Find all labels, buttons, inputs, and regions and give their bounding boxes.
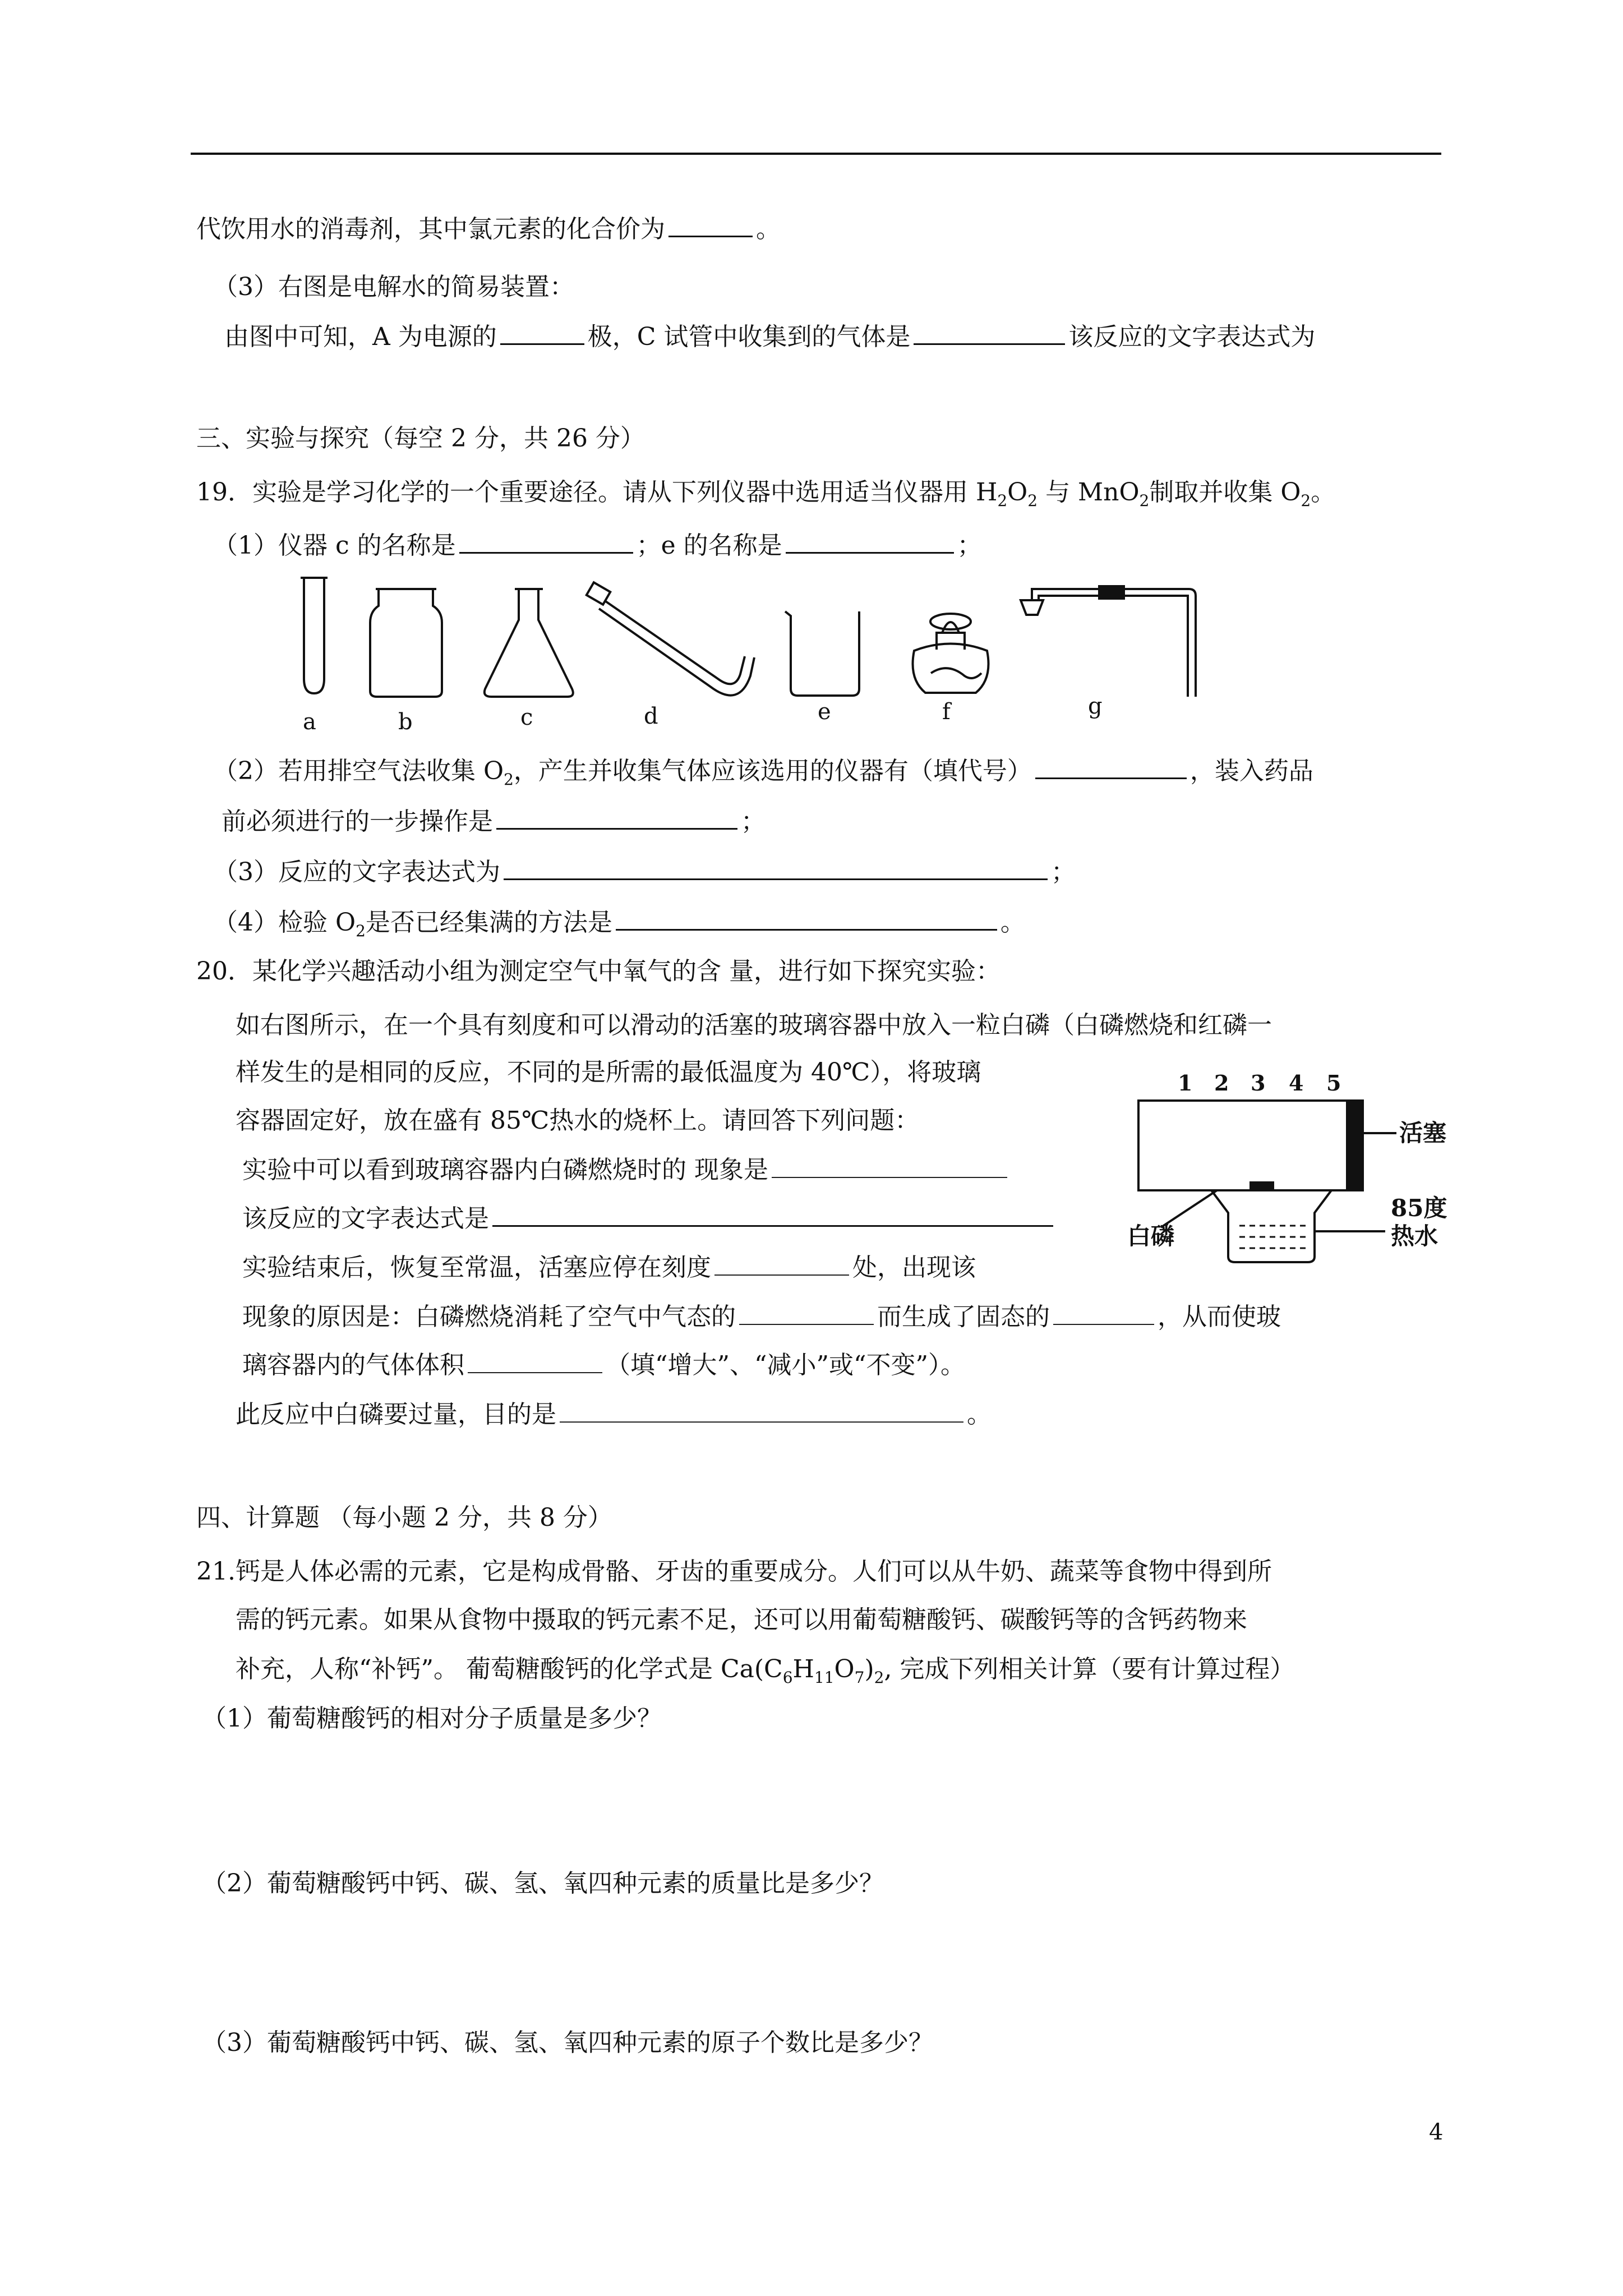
q20-line8 bbox=[242, 1347, 965, 1382]
q21-text: H bbox=[792, 1655, 814, 1683]
header-rule bbox=[191, 153, 1441, 155]
q19-text: 19．实验是学习化学的一个重要途径。请从下列仪器中选用适当仪器用 H bbox=[196, 478, 998, 507]
q19-p2 bbox=[213, 753, 1313, 797]
answer-blank[interactable] bbox=[1053, 1299, 1154, 1325]
answer-blank[interactable] bbox=[786, 527, 954, 554]
answer-blank[interactable] bbox=[459, 527, 633, 554]
subscript: 6 bbox=[782, 1668, 793, 1687]
label-a: a bbox=[303, 709, 316, 735]
page-number: 4 bbox=[1429, 2119, 1444, 2145]
q19-text: 。 bbox=[1311, 478, 1336, 507]
q20-line6 bbox=[242, 1250, 976, 1285]
subscript: 2 bbox=[1139, 491, 1150, 510]
section3-heading: 三、实验与探究（每空 2 分，共 26 分） bbox=[196, 424, 645, 453]
glass-container bbox=[1138, 1101, 1363, 1190]
q20-text: 而生成了固态的 bbox=[877, 1303, 1050, 1331]
test-tube-a bbox=[304, 578, 324, 693]
label-g: g bbox=[1088, 693, 1103, 719]
label-b: b bbox=[398, 709, 413, 735]
q18-p3-line bbox=[224, 319, 1315, 354]
q20-line7 bbox=[242, 1299, 1281, 1334]
delivery-tube-d bbox=[606, 601, 745, 684]
section4-heading: 四、计算题 （每小题 2 分，共 8 分） bbox=[196, 1503, 612, 1532]
q18-text: 极，C 试管中收集到的气体是 bbox=[587, 323, 911, 351]
q19-text: ； bbox=[741, 807, 766, 836]
q19-text: （2）若用排空气法收集 O bbox=[213, 757, 504, 785]
q20-stem: 20．某化学兴趣活动小组为测定空气中氧气的含 量，进行如下探究实验： bbox=[196, 957, 1000, 986]
q20-text: 处，出现该 bbox=[852, 1253, 976, 1282]
q20-line4 bbox=[242, 1152, 1011, 1187]
q19-text: （4）检验 O bbox=[213, 908, 356, 937]
subscript: 11 bbox=[814, 1668, 834, 1687]
scale-1: 1 bbox=[1178, 1070, 1193, 1096]
q21-line2: 需的钙元素。如果从食物中摄取的钙元素不足，还可以用葡萄糖酸钙、碳酸钙等的含钙药物来 bbox=[236, 1605, 1247, 1634]
q19-text: 是否已经集满的方法是 bbox=[365, 908, 612, 937]
answer-blank[interactable] bbox=[504, 854, 1048, 880]
piston bbox=[1346, 1101, 1363, 1190]
q21-text: ) bbox=[864, 1655, 874, 1683]
q20-text: 实验中可以看到玻璃容器内白磷燃烧时的 现象是 bbox=[242, 1156, 768, 1184]
apparatus-figure bbox=[292, 567, 1245, 735]
scale-5: 5 bbox=[1326, 1070, 1341, 1096]
q19-text: 制取并收集 O bbox=[1149, 478, 1301, 507]
q20-line1: 如右图所示，在一个具有刻度和可以滑动的活塞的玻璃容器中放入一粒白磷（白磷燃烧和红磷一 bbox=[236, 1011, 1272, 1039]
q21-sub2: （2）葡萄糖酸钙中钙、碳、氢、氧四种元素的质量比是多少？ bbox=[202, 1869, 884, 1898]
q19-text: O bbox=[1007, 478, 1028, 507]
stopper-g bbox=[1021, 600, 1043, 615]
q20-line9 bbox=[236, 1397, 992, 1432]
q19-text: 与 MnO bbox=[1038, 478, 1140, 507]
scale-2: 2 bbox=[1214, 1070, 1229, 1096]
q18-text: 由图中可知，A 为电源的 bbox=[224, 323, 497, 351]
tube-g bbox=[1032, 589, 1196, 697]
water-label-1: 85度 bbox=[1391, 1194, 1447, 1222]
q21-line3 bbox=[236, 1653, 1294, 1695]
q19-text: 前必须进行的一步操作是 bbox=[222, 807, 493, 836]
scale-3: 3 bbox=[1251, 1070, 1266, 1096]
q19-text: ； bbox=[1051, 858, 1076, 886]
conical-flask-c bbox=[485, 589, 573, 697]
q21-text: , 完成下列相关计算（要有计算过程） bbox=[884, 1655, 1295, 1683]
q19-text: （3）反应的文字表达式为 bbox=[213, 858, 500, 886]
subscript: 2 bbox=[1027, 491, 1038, 510]
bottle-b bbox=[370, 589, 442, 697]
q19-p2-cont bbox=[222, 803, 766, 839]
q21-sub1: （1）葡萄糖酸钙的相对分子质量是多少？ bbox=[202, 1704, 662, 1733]
q20-line3: 容器固定好，放在盛有 85℃热水的烧杯上。请回答下列问题： bbox=[236, 1106, 920, 1135]
label-f: f bbox=[942, 699, 951, 725]
q21-text: O bbox=[834, 1655, 855, 1683]
q18-p3-intro: （3）右图是电解水的简易装置： bbox=[213, 273, 574, 301]
white-phosphorus bbox=[1249, 1181, 1274, 1190]
q19-p1 bbox=[213, 527, 982, 563]
answer-blank[interactable] bbox=[496, 803, 737, 830]
subscript: 2 bbox=[1301, 491, 1311, 510]
answer-blank[interactable] bbox=[914, 319, 1065, 345]
subscript: 2 bbox=[874, 1668, 884, 1687]
q19-text: （1）仪器 c 的名称是 bbox=[213, 531, 456, 560]
q19-text: ；e 的名称是 bbox=[636, 531, 782, 560]
label-e: e bbox=[818, 699, 831, 725]
q20-text: ，从而使玻 bbox=[1158, 1303, 1281, 1331]
q20-text: 此反应中白磷要过量，目的是 bbox=[236, 1400, 556, 1429]
q18-text: 代饮用水的消毒剂，其中氯元素的化合价为 bbox=[196, 215, 665, 243]
q20-text: （填“增大”、“减小”或“不变”）。 bbox=[606, 1351, 965, 1379]
answer-blank[interactable] bbox=[668, 211, 753, 237]
q18-text: 。 bbox=[756, 215, 781, 243]
scale-4: 4 bbox=[1289, 1070, 1304, 1096]
answer-blank[interactable] bbox=[772, 1152, 1007, 1178]
q19-text: 。 bbox=[1000, 908, 1025, 937]
q20-text: 该反应的文字表达式是 bbox=[242, 1204, 489, 1233]
piston-label: 活塞 bbox=[1399, 1119, 1447, 1147]
answer-blank[interactable] bbox=[492, 1200, 1053, 1227]
q18-text: 该反应的文字表达式为 bbox=[1068, 323, 1316, 351]
q20-apparatus-figure bbox=[1127, 1066, 1486, 1279]
q21-sub3: （3）葡萄糖酸钙中钙、碳、氢、氧四种元素的原子个数比是多少？ bbox=[202, 2028, 933, 2057]
answer-blank[interactable] bbox=[616, 904, 997, 931]
subscript: 7 bbox=[854, 1668, 865, 1687]
beaker-e bbox=[785, 611, 859, 696]
answer-blank[interactable] bbox=[714, 1250, 849, 1276]
answer-blank[interactable] bbox=[1035, 753, 1187, 779]
q19-text: ，产生并收集气体应该选用的仪器有（填代号） bbox=[513, 757, 1032, 785]
answer-blank[interactable] bbox=[500, 319, 584, 345]
q21-line1: 21.钙是人体必需的元素，它是构成骨骼、牙齿的重要成分。人们可以从牛奶、蔬菜等食物中得到所 bbox=[196, 1557, 1272, 1586]
q21-text: 补充，人称“补钙”。 葡萄糖酸钙的化学式是 Ca(C bbox=[236, 1655, 783, 1683]
q20-line2: 样发生的是相同的反应，不同的是所需的最低温度为 40℃），将玻璃 bbox=[236, 1058, 981, 1087]
q20-text: 璃容器内的气体体积 bbox=[242, 1351, 464, 1379]
phosphorus-label: 白磷 bbox=[1127, 1222, 1175, 1250]
q20-text: 。 bbox=[967, 1400, 992, 1429]
q19-stem bbox=[196, 476, 1335, 518]
water-label-2: 热水 bbox=[1391, 1222, 1438, 1250]
q20-text: 实验结束后，恢复至常温，活塞应停在刻度 bbox=[242, 1253, 711, 1282]
q19-p4 bbox=[213, 904, 1025, 948]
label-c: c bbox=[520, 705, 533, 730]
q19-text: ，装入药品 bbox=[1189, 757, 1313, 785]
subscript: 2 bbox=[504, 770, 514, 789]
answer-blank[interactable] bbox=[739, 1299, 874, 1325]
q20-line5 bbox=[242, 1200, 1057, 1236]
q19-text: ； bbox=[957, 531, 982, 560]
q19-p3 bbox=[213, 854, 1076, 889]
answer-blank[interactable] bbox=[560, 1397, 963, 1423]
subscript: 2 bbox=[356, 921, 366, 940]
answer-blank[interactable] bbox=[468, 1347, 602, 1373]
subscript: 2 bbox=[997, 491, 1008, 510]
q20-text: 现象的原因是：白磷燃烧消耗了空气中气态的 bbox=[242, 1303, 736, 1331]
label-d: d bbox=[644, 703, 658, 729]
q18-line1 bbox=[196, 211, 781, 246]
